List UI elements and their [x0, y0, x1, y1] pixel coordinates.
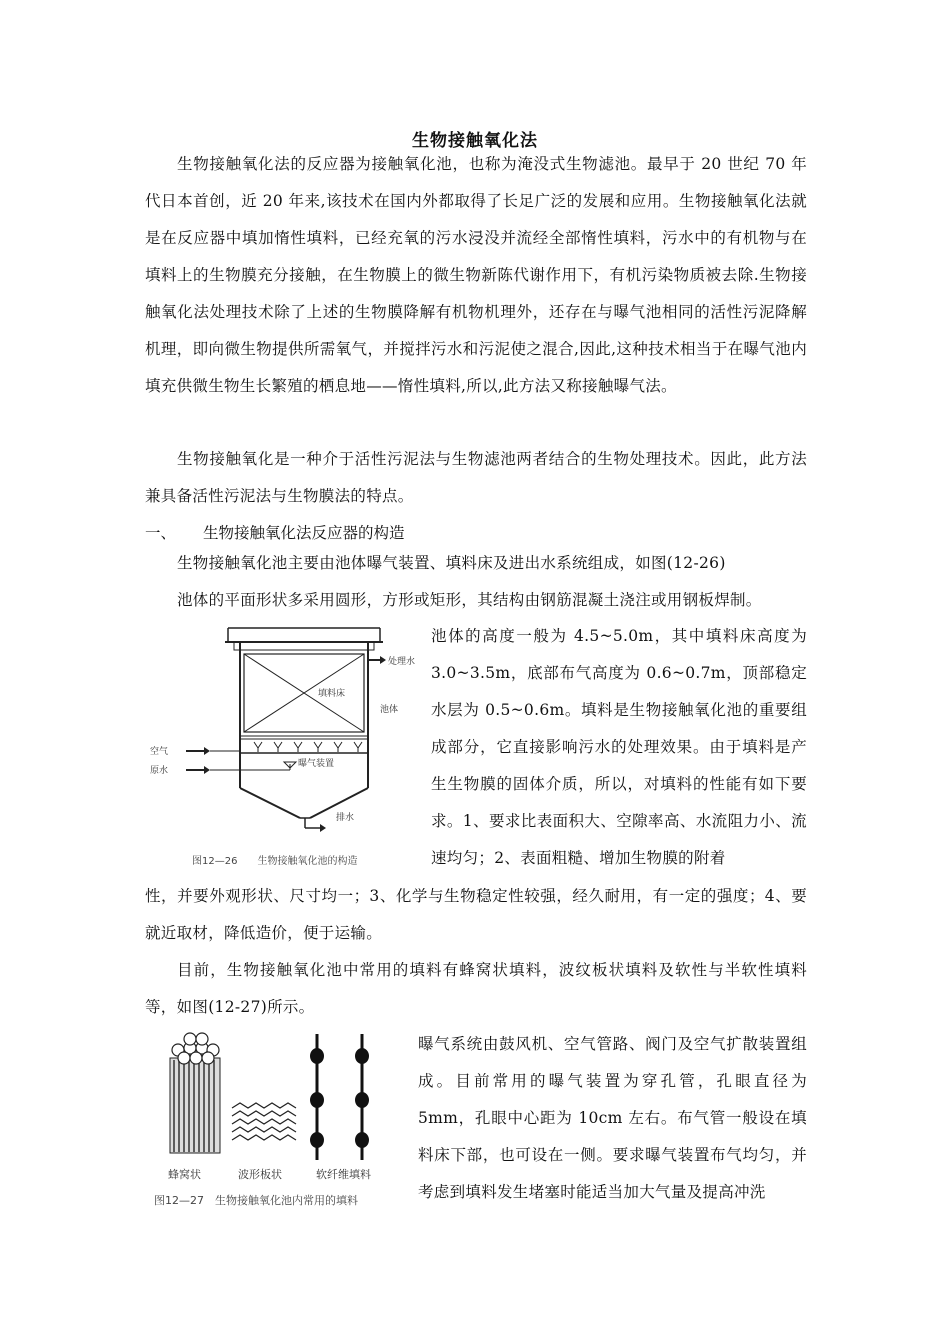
wave-plate-packing-drawing — [232, 1103, 296, 1140]
honeycomb-packing-drawing — [170, 1033, 220, 1153]
paragraph-components: 生物接触氧化池主要由池体曝气装置、填料床及进出水系统组成，如图(12-26) — [177, 554, 726, 572]
paragraph-characteristics: 生物接触氧化是一种介于活性污泥法与生物滤池两者结合的生物处理技术。因此，此方法兼具备活性污泥法与生物膜法的特点。 — [145, 450, 807, 505]
label-drain: 排水 — [336, 813, 355, 823]
label-treated-water: 处理水 — [388, 657, 416, 667]
label-aerator: 曝气装置 — [298, 759, 335, 769]
section-number: 一、 — [145, 524, 177, 542]
paragraph-packing-types: 目前，生物接触氧化池中常用的填料有蜂窝状填料，波纹板状填料及软性与半软性填料等，如图(12-27)所示。 — [145, 961, 807, 1016]
figure-contact-oxidation-tank — [140, 620, 420, 875]
label-tank-body: 池体 — [380, 705, 399, 715]
figure-caption-12-26: 图12—26 生物接触氧化池的构造 — [192, 856, 358, 867]
paragraph-tank-shape: 池体的平面形状多采用圆形，方形或矩形，其结构由钢筋混凝土浇注或用钢板焊制。 — [177, 591, 762, 609]
paragraph-packing-requirements: 性，并要外观形状、尺寸均一；3、化学与生物稳定性较强，经久耐用，有一定的强度；4、要就近取材，降低造价，便于运输。 — [145, 887, 807, 942]
packing-diagram — [150, 1028, 415, 1213]
label-air: 空气 — [150, 747, 169, 757]
label-wave-plate: 波形板状 — [238, 1168, 282, 1181]
diffuser-row — [254, 742, 362, 752]
document-title: 生物接触氧化法 — [412, 131, 538, 151]
paragraph-aeration-system: 曝气系统由鼓风机、空气管路、阀门及空气扩散装置组成。目前常用的曝气装置为穿孔管，孔眼直径为 5mm，孔眼中心距为 10cm 左右。布气管一般设在填料床下部，也可设在一侧。要求曝气装置布气均匀，并考虑到填料发生堵塞时能适当加大气量及提高冲洗 — [418, 1035, 807, 1201]
paragraph-intro: 生物接触氧化法的反应器为接触氧化池，也称为淹没式生物滤池。最早于 20 世纪 70 年代日本首创，近 20 年来,该技术在国内外都取得了长足广泛的发展和应用。生物接触氧化法就是在反应器中填加惰性填料，已经充氧的污水浸没并流经全部惰性填料，污水中的有机物与在填料上的生物膜充分接触，在生物膜上的微生物新陈代谢作用下，有机污染物质被去除.生物接触氧化法处理技术除了上述的生物膜降解有机物机理外，还存在与曝气池相同的活性污泥降解机理，即向微生物提供所需氧气，并搅拌污水和污泥使之混合,因此,这种技术相当于在曝气池内填充供微生物生长繁殖的栖息地——惰性填料,所以,此方法又称接触曝气法。 — [145, 155, 807, 395]
figure-caption-12-27: 图12—27 生物接触氧化池内常用的填料 — [154, 1194, 358, 1207]
label-honeycomb: 蜂窝状 — [168, 1168, 201, 1181]
label-packing-bed: 填料床 — [318, 689, 346, 699]
label-raw-water: 原水 — [150, 766, 169, 776]
figure-packing-types — [150, 1028, 415, 1213]
soft-fiber-packing-drawing — [310, 1034, 369, 1160]
label-soft-fiber: 软纤维填料 — [316, 1168, 371, 1181]
tank-diagram — [140, 620, 420, 875]
paragraph-tank-dimensions: 池体的高度一般为 4.5~5.0m，其中填料床高度为 3.0~3.5m，底部布气高度为 0.6~0.7m，顶部稳定水层为 0.5~0.6m。填料是生物接触氧化池的重要组成部分，它直接影响污水的处理效果。由于填料是产生生物膜的固体介质，所以，对填料的性能有如下要求。1、要求比表面积大、空隙率高、水流阻力小、流速均匀；2、表面粗糙、增加生物膜的附着 — [431, 627, 807, 867]
section-title: 生物接触氧化法反应器的构造 — [203, 524, 405, 542]
